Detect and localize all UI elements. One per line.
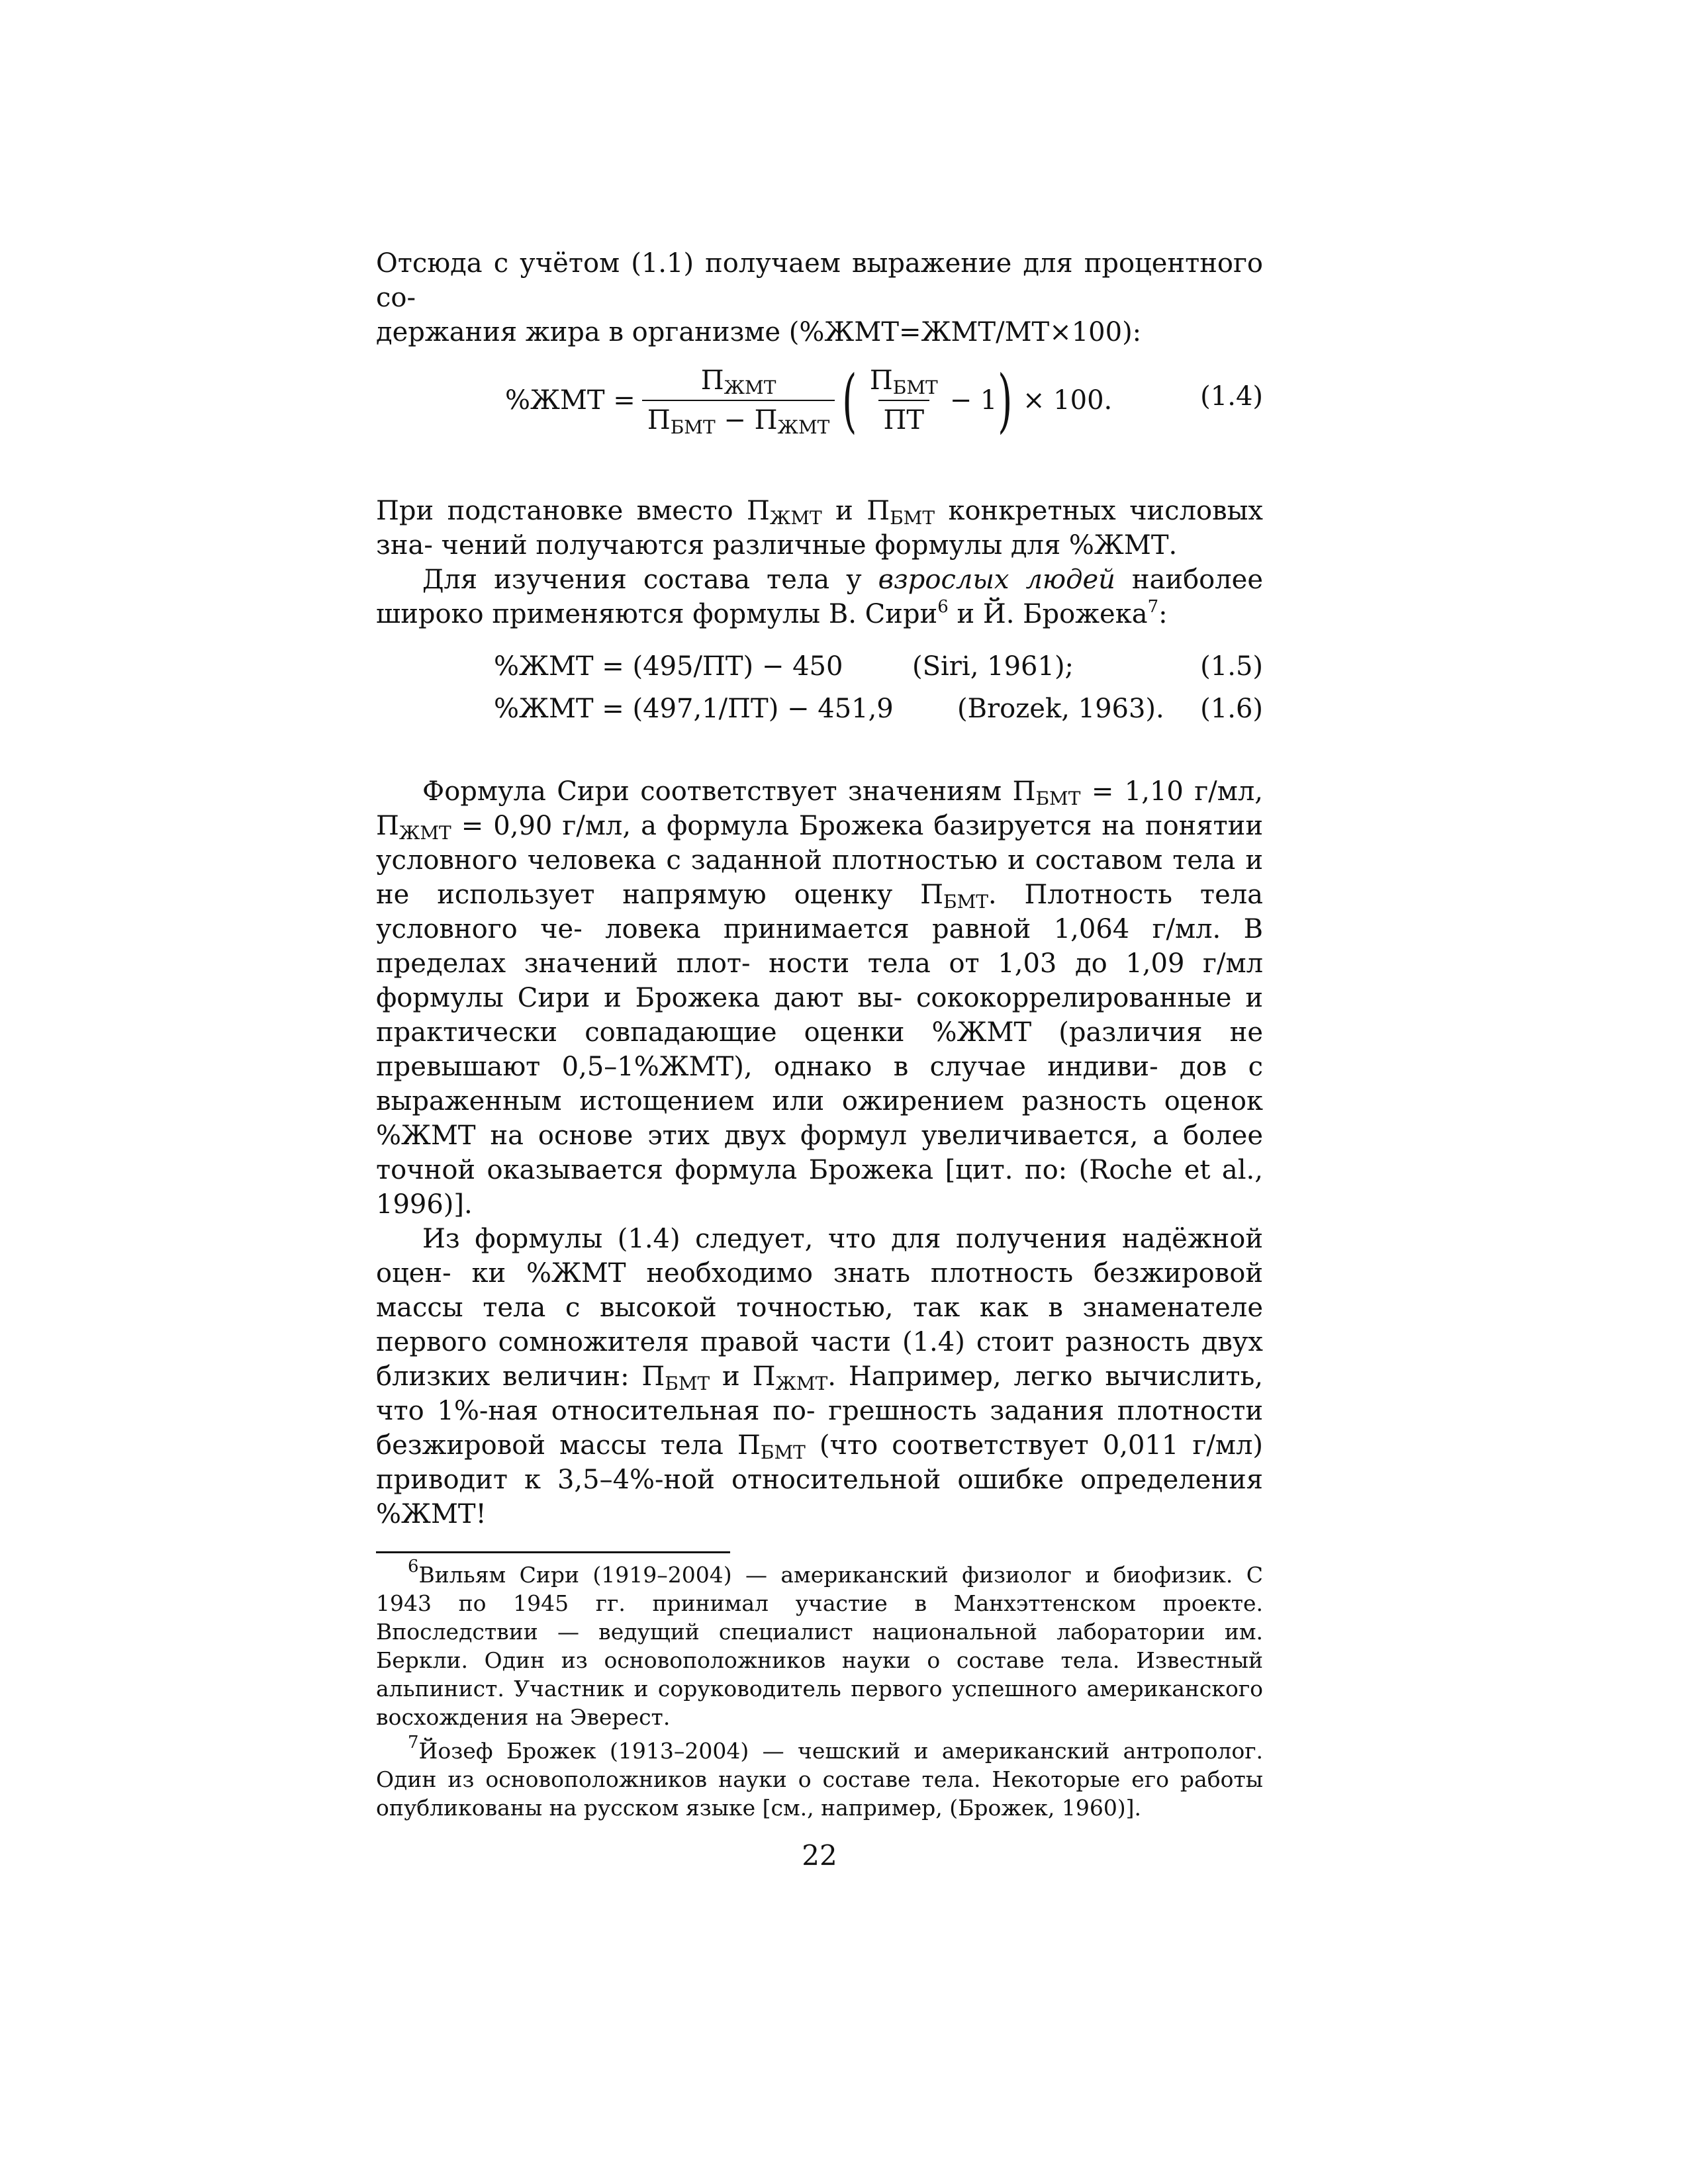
equation-1-5: %ЖМТ = (495/ПТ) − 450 (Siri, 1961); (1.5) bbox=[494, 651, 1263, 682]
eq14-fraction-inner bbox=[865, 365, 943, 435]
intro-line-2: держания жира в организме (%ЖМТ=ЖМТ/МТ×100): bbox=[376, 317, 1142, 347]
page-number: 22 bbox=[802, 1839, 837, 1872]
left-paren: ( bbox=[842, 360, 857, 441]
paragraph-intro-line-2 bbox=[376, 315, 1263, 349]
equation-1-6: %ЖМТ = (497,1/ПТ) − 451,9 (Brozek, 1963). (1.6) bbox=[494, 694, 1263, 724]
footnote-ref-6: 6 bbox=[937, 597, 949, 617]
footnote-6-mark: 6 bbox=[408, 1557, 419, 1576]
right-paren: ) bbox=[998, 360, 1013, 441]
eq14-minus-one: − 1 bbox=[949, 385, 998, 416]
eq14-inner-numerator: $П_{БМТ}$ bbox=[869, 365, 938, 398]
footnote-7: $^7$Йозеф Брожек (1913–2004) — чешский и американский антрополог. Один из основоположников науки о составе тела. Некоторые его работы опубликованы на русском языке [см., например, (Брожек, 1960)]. bbox=[376, 1733, 1263, 1821]
eq14-numerator: $П_{ЖМТ}$ bbox=[700, 365, 776, 398]
footnote-rule bbox=[376, 1551, 730, 1553]
eq14-number: (1.4) bbox=[1200, 381, 1263, 412]
footnote-6: $^6$Вильям Сири (1919–2004) — американский физиолог и биофизик. С 1943 по 1945 гг. принимал участие в Манхэттенском проекте. Впоследствии — ведущий специалист национальной лаборатории им. Беркли. Один из основоположников науки о составе тела. Известный альпинист. Участник и соруководитель первого успешного американского восхождения на Эверест. bbox=[376, 1557, 1263, 1730]
paragraph-intro bbox=[376, 246, 1263, 315]
equation-1-4 bbox=[376, 351, 1263, 450]
equations-block bbox=[376, 631, 1263, 737]
paragraph-substitution: При подстановке вместо $П_{ЖМТ}$ и $П_{БМТ}$ конкретных числовых зна- чений получаются различные формулы для %ЖМТ. bbox=[376, 496, 1263, 561]
paragraph-adults: Для изучения состава тела у взрослых людей наиболее широко применяются формулы В. Сири$^6$ и Й. Брожека$^7$: bbox=[376, 565, 1264, 629]
eq14-denominator: $П_{БМТ} - П_{ЖМТ}$ bbox=[642, 400, 835, 435]
paragraph-accuracy: Из формулы (1.4) следует, что для получения надёжной оцен- ки %ЖМТ необходимо знать плотность безжировой массы тела с высокой точностью, так как в знаменателе первого сомножителя правой части (1.4) стоит разность двух близких величин: $П_{БМТ}$ и $П_{ЖМТ}$. Например, легко вычислить, что 1%-ная относительная по- грешность задания плотности безжировой массы тела $П_{БМТ}$ (что соответствует 0,011 г/мл) приводит к 3,5–4%-ной относительной ошибке определения %ЖМТ! bbox=[376, 1224, 1263, 1529]
eq14-fraction-main bbox=[642, 365, 835, 438]
intro-line-1: Отсюда с учётом (1.1) получаем выражение для процентного со- bbox=[376, 248, 1263, 313]
footnote-ref-7: 7 bbox=[1147, 597, 1159, 617]
footnote-7-mark: 7 bbox=[408, 1733, 419, 1752]
eq14-times: × 100. bbox=[1022, 385, 1113, 416]
italic-adults: взрослых людей bbox=[878, 565, 1115, 595]
eq14-inner-denominator: ПТ bbox=[878, 400, 930, 435]
eq14-lhs: %ЖМТ = bbox=[505, 385, 635, 416]
paragraph-siri-brozek: Формула Сири соответствует значениям $П_{БМТ} = 1,10$ г/мл, $П_{ЖМТ} = 0,90$ г/мл, а формула Брожека базируется на понятии условного человека с заданной плотностью и составом тела и не использует напрямую оценку $П_{БМТ}$. Плотность тела условного че- ловека принимается равной 1,064 г/мл. В пределах значений плот- ности тела от 1,03 до 1,09 г/мл формулы Сири и Брожека дают вы- сококоррелированные и практически совпадающие оценки %ЖМТ (различия не превышают 0,5–1%ЖМТ), однако в случае индиви- дов с выраженным истощением или ожирением разность оценок %ЖМТ на основе этих двух формул увеличивается, а более точной оказывается формула Брожека [цит. по: (Roche et al., 1996)]. bbox=[376, 776, 1263, 1220]
text-column bbox=[376, 246, 1263, 1872]
